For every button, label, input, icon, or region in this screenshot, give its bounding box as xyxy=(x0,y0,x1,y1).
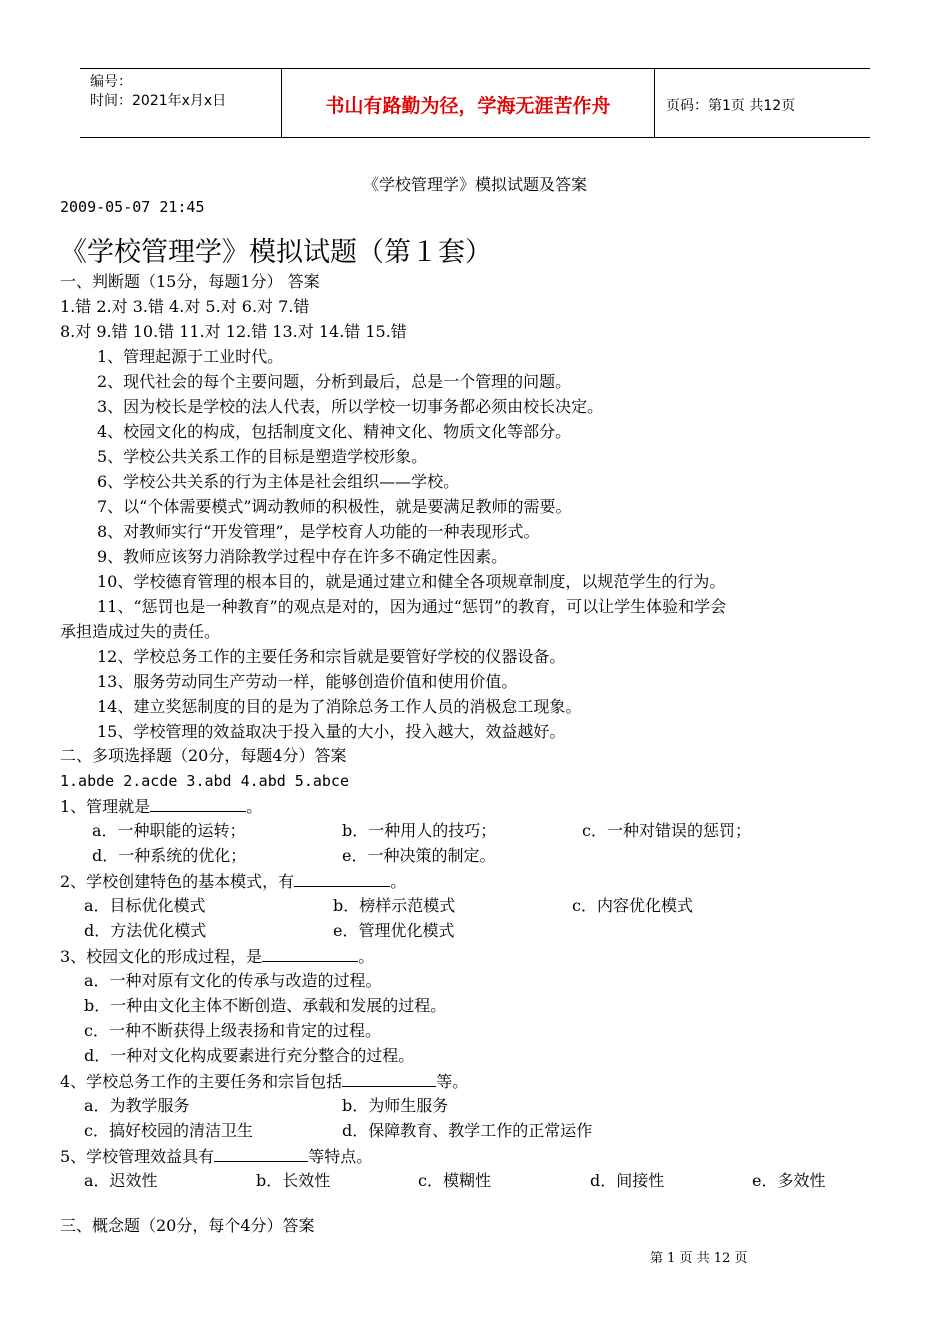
option-d: d．一种对文化构成要素进行充分整合的过程。 xyxy=(84,1046,415,1065)
option-c: c．一种不断获得上级表扬和肯定的过程。 xyxy=(84,1021,381,1040)
question-text: 等。 xyxy=(436,1072,469,1091)
option-a: a．为教学服务 xyxy=(84,1096,190,1115)
header-divider xyxy=(654,69,655,137)
option-d: d．方法优化模式 xyxy=(84,921,207,940)
doc-date: 2009-05-07 21:45 xyxy=(60,198,205,216)
mc-question-5 xyxy=(60,1146,372,1167)
option-e: e．管理优化模式 xyxy=(333,921,455,940)
question-1: 1、管理起源于工业时代。 xyxy=(97,347,284,366)
question-text: 等特点。 xyxy=(308,1147,373,1166)
header-page-info: 页码：第1页 共12页 xyxy=(666,98,796,114)
main-title: 《学校管理学》模拟试题（第１套） xyxy=(60,237,492,268)
question-9: 9、教师应该努力消除教学过程中存在许多不确定性因素。 xyxy=(97,547,508,566)
time-label: 时间：2021年x月x日 xyxy=(90,93,227,109)
option-c: c．内容优化模式 xyxy=(572,896,693,915)
question-text: 5、学校管理效益具有 xyxy=(60,1147,215,1166)
section-1-answers: 8.对 9.错 10.错 11.对 12.错 13.对 14.错 15.错 xyxy=(60,322,407,341)
question-7: 7、以“个体需要模式”调动教师的积极性，就是要满足教师的需要。 xyxy=(97,497,572,516)
question-4: 4、校园文化的构成，包括制度文化、精神文化、物质文化等部分。 xyxy=(97,422,572,441)
header-meta xyxy=(90,73,226,111)
section-2-answers: 1.abde 2.acde 3.abd 4.abd 5.abce xyxy=(60,772,349,790)
question-text: 1、管理就是 xyxy=(60,797,151,816)
section-1-heading: 一、判断题（15分，每题1分） 答案 xyxy=(60,272,320,291)
answer-blank xyxy=(294,871,390,887)
question-11-cont: 承担造成过失的责任。 xyxy=(60,622,221,641)
option-a: a．迟效性 xyxy=(84,1171,158,1190)
question-12: 12、学校总务工作的主要任务和宗旨就是要管好学校的仪器设备。 xyxy=(97,647,566,666)
option-c: c．模糊性 xyxy=(418,1171,491,1190)
section-3-heading: 三、概念题（20分，每个4分）答案 xyxy=(60,1216,315,1235)
mc-question-1 xyxy=(60,796,262,817)
question-text: 。 xyxy=(246,797,263,816)
question-6: 6、学校公共关系的行为主体是社会组织——学校。 xyxy=(97,472,460,491)
question-8: 8、对教师实行“开发管理”，是学校育人功能的一种表现形式。 xyxy=(97,522,540,541)
doc-title: 《学校管理学》模拟试题及答案 xyxy=(362,175,587,194)
option-c: c．搞好校园的清洁卫生 xyxy=(84,1121,253,1140)
mc-question-4 xyxy=(60,1071,468,1092)
option-e: e．多效性 xyxy=(752,1171,826,1190)
question-13: 13、服务劳动同生产劳动一样，能够创造价值和使用价值。 xyxy=(97,672,518,691)
page-header xyxy=(80,68,870,138)
option-a: a．一种对原有文化的传承与改造的过程。 xyxy=(84,971,382,990)
header-motto: 书山有路勤为径，学海无涯苦作舟 xyxy=(325,95,611,117)
option-d: d．一种系统的优化； xyxy=(92,846,247,865)
code-label: 编号： xyxy=(90,74,132,90)
answer-blank xyxy=(342,1071,436,1087)
option-b: b．一种用人的技巧； xyxy=(342,821,497,840)
question-11: 11、“惩罚也是一种教育”的观点是对的，因为通过“惩罚”的教育，可以让学生体验和学会 xyxy=(97,597,727,616)
question-5: 5、学校公共关系工作的目标是塑造学校形象。 xyxy=(97,447,428,466)
question-text: 2、学校创建特色的基本模式，有 xyxy=(60,872,295,891)
section-2-heading: 二、多项选择题（20分，每题4分）答案 xyxy=(60,746,347,765)
question-14: 14、建立奖惩制度的目的是为了消除总务工作人员的消极怠工现象。 xyxy=(97,697,582,716)
option-c: c．一种对错误的惩罚； xyxy=(582,821,751,840)
question-2: 2、现代社会的每个主要问题，分析到最后，总是一个管理的问题。 xyxy=(97,372,572,391)
question-3: 3、因为校长是学校的法人代表，所以学校一切事务都必须由校长决定。 xyxy=(97,397,604,416)
question-text: 。 xyxy=(358,947,375,966)
mc-question-2 xyxy=(60,871,406,892)
page-footer: 第 1 页 共 12 页 xyxy=(650,1251,748,1266)
answer-blank xyxy=(214,1146,308,1162)
mc-question-3 xyxy=(60,946,374,967)
option-b: b．长效性 xyxy=(256,1171,331,1190)
question-text: 3、校园文化的形成过程，是 xyxy=(60,947,263,966)
answer-blank xyxy=(150,796,246,812)
option-d: d．保障教育、教学工作的正常运作 xyxy=(342,1121,593,1140)
question-text: 。 xyxy=(390,872,407,891)
option-b: b．榜样示范模式 xyxy=(333,896,456,915)
option-b: b．为师生服务 xyxy=(342,1096,449,1115)
option-a: a．目标优化模式 xyxy=(84,896,206,915)
option-d: d．间接性 xyxy=(590,1171,665,1190)
answer-blank xyxy=(262,946,358,962)
section-1-answers: 1.错 2.对 3.错 4.对 5.对 6.对 7.错 xyxy=(60,297,310,316)
option-e: e．一种决策的制定。 xyxy=(342,846,496,865)
question-text: 4、学校总务工作的主要任务和宗旨包括 xyxy=(60,1072,343,1091)
option-a: a．一种职能的运转； xyxy=(92,821,246,840)
question-10: 10、学校德育管理的根本目的，就是通过建立和健全各项规章制度，以规范学生的行为。 xyxy=(97,572,726,591)
question-15: 15、学校管理的效益取决于投入量的大小，投入越大，效益越好。 xyxy=(97,722,566,741)
option-b: b．一种由文化主体不断创造、承载和发展的过程。 xyxy=(84,996,447,1015)
